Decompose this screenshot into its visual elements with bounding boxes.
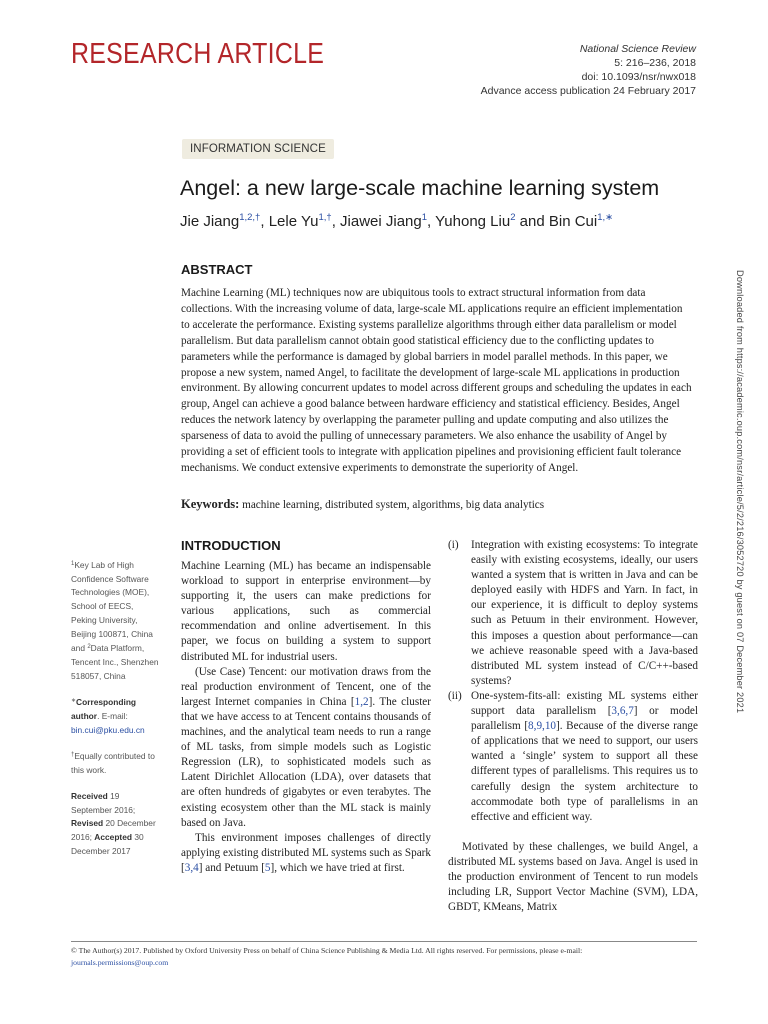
- equal-contribution-note: [71, 749, 161, 777]
- affiliation-1: Key Lab of High Confidence Software Technologies (MOE), School of EECS, Peking University, Beijing 100871, China and: [71, 560, 153, 654]
- text-run: (Use Case) Tencent: our motivation draws from the real production environment of Tencent, one of the largest Internet companies in China: [181, 665, 431, 708]
- footer-divider: [71, 941, 697, 942]
- article-title: Angel: a new large-scale machine learning system: [180, 176, 660, 200]
- text-run: or model parallelism: [471, 705, 698, 733]
- challenge-text: [471, 538, 698, 689]
- article-type-label: RESEARCH ARTICLE: [71, 38, 325, 70]
- text-run: and Petuum: [202, 861, 262, 874]
- text-run: This environment imposes challenges of directly applying existing distributed ML systems such as Spark: [181, 831, 431, 859]
- citation-link[interactable]: 1,2: [354, 695, 369, 708]
- citation-link[interactable]: 3,4: [184, 861, 199, 874]
- permissions-email-link[interactable]: journals.permissions@oup.com: [71, 957, 169, 967]
- author-affiliation-marker[interactable]: 1: [421, 212, 428, 223]
- author-separator: ,: [427, 213, 436, 230]
- copyright-text: © The Author(s) 2017. Published by Oxford University Press on behalf of China Science Publishing & Media Ltd. All rights reserved. For permissions, please e-mail:: [71, 946, 583, 955]
- text-run: . Because of the diverse range of applications that we need to support, our users wanted a ‘single’ system to support all these different types of parallelisms. This requires us to carefully design the system architecture to accommodate both type of parallelisms in an effective and efficient way.: [471, 720, 698, 823]
- text-run: , which we have tried at first.: [274, 861, 405, 874]
- author-name: Jie Jiang: [180, 213, 240, 230]
- challenge-list: [448, 538, 698, 825]
- copyright-footer: [71, 945, 697, 968]
- author-name: Bin Cui: [548, 213, 598, 230]
- journal-info: [481, 42, 696, 98]
- affiliation-marker: 2: [87, 644, 91, 651]
- accepted-date: 30 December 2017: [71, 831, 144, 856]
- email-label: . E-mail:: [97, 711, 128, 722]
- author-affiliation-marker[interactable]: 1,†: [318, 212, 332, 223]
- affiliation-sidebar: [71, 558, 161, 870]
- body-paragraph: Motivated by these challenges, we build Angel, a distributed ML systems based on Java. Angel is used in the production environment of Tencent to run models including LR, Support Vector Machine (SVM), LDA, GBDT, KMeans, Matrix: [448, 840, 698, 914]
- body-paragraph: (Use Case) Tencent: our motivation draws from the real production environment of Tencent, one of the largest Internet companies in China [1,2]. The cluster that we have access to at Tencent contains thousands of machines, and the analytical team needs to run a range of ML tasks, from simple models such as Logistic Regression (LR), to sophisticated models such as Latent Dirichlet Allocation (LDA), over datasets that are often hundreds of gigabytes or even terabytes. The existing ecosystem other than the ML stack is mainly based on Java.: [181, 665, 431, 829]
- revised-date: 20 December 2016;: [71, 818, 156, 842]
- affiliations: [71, 558, 161, 683]
- corresponding-label: Corresponding author: [71, 697, 137, 722]
- author-name: Yuhong Liu: [435, 213, 511, 230]
- author-affiliation-marker[interactable]: 1,∗: [597, 212, 614, 223]
- subject-tag: INFORMATION SCIENCE: [182, 139, 334, 159]
- keywords-text: machine learning, distributed system, algorithms, big data analytics: [242, 499, 545, 511]
- corresponding-email-link[interactable]: bin.cui@pku.edu.cn: [71, 724, 145, 735]
- doi-link[interactable]: doi: 10.1093/nsr/nwx018: [581, 71, 696, 83]
- author-name: Lele Yu: [268, 213, 319, 230]
- citation-link[interactable]: 8,9,10: [528, 720, 557, 733]
- corresponding-author: [71, 695, 161, 737]
- equal-contribution-text: Equally contributed to this work.: [71, 751, 155, 776]
- challenge-item: [448, 538, 698, 689]
- journal-name: National Science Review: [579, 43, 696, 55]
- dagger-marker: †: [71, 752, 75, 759]
- journal-volume: 5: 216–236, 2018: [614, 57, 696, 69]
- enum-marker: (ii): [448, 689, 462, 702]
- author-name: Jiawei Jiang: [340, 213, 422, 230]
- body-paragraph: This environment imposes challenges of directly applying existing distributed ML systems such as Spark [3,4] and Petuum [5], which we have tried at first.: [181, 831, 431, 874]
- accepted-label: Accepted: [94, 831, 132, 842]
- text-run: . The cluster that we have access to at Tencent contains thousands of machines, and the analytical team needs to run a range of ML tasks, from simple models such as Logistic Regression (LR), to sophisticated models such as Latent Dirichlet Allocation (LDA), over datasets that are often hundreds of gigabytes or even terabytes. The existing ecosystem other than the ML stack is mainly based on Java.: [181, 695, 431, 829]
- keywords-label: Keywords:: [181, 497, 240, 511]
- author-separator: ,: [331, 213, 341, 230]
- abstract-heading: ABSTRACT: [181, 262, 253, 277]
- author-separator: ,: [260, 213, 269, 230]
- enum-marker: (i): [448, 539, 459, 551]
- introduction-heading: INTRODUCTION: [181, 538, 281, 553]
- citation-link[interactable]: 5: [264, 861, 271, 874]
- received-date: 19 September 2016;: [71, 790, 136, 815]
- affiliation-marker: 1: [71, 561, 75, 567]
- download-watermark: Downloaded from https://academic.oup.com/nsr/article/5/2/216/3052720 by guest on 07 December 2021: [735, 270, 745, 714]
- received-label: Received: [71, 790, 108, 801]
- author-affiliation-marker[interactable]: 2: [510, 212, 516, 223]
- text-run: Machine Learning (ML) has became an indispensable workload to support in enterprise environment—by supporting it, the users can make predictions for various applications, such as commercial recommendation and online advertisement. In this paper, we focus on building a system to support distributed ML for industrial users.: [181, 560, 431, 663]
- author-list: [180, 212, 613, 230]
- author-separator: and: [515, 213, 549, 230]
- text-run: Integration with existing ecosystems: To integrate easily with existing ecosystems, ideally, our users wanted a system that is written in Java and can be deployed easily with HDFS and Yarn. In fact, in our experience, it is difficult to deploy systems such as Petuum in their environment. However, this imposes a question about performance—can we achieve reasonable speed with a Java-based distributed ML system instead of C/C++-based systems?: [471, 539, 698, 687]
- revised-label: Revised: [71, 818, 104, 829]
- text-run: One-system-fits-all: existing ML systems either support data parallelism: [471, 689, 698, 718]
- affiliation-2: Data Platform, Tencent Inc., Shenzhen 518057, China: [71, 643, 159, 681]
- citation-link[interactable]: 3,6,7: [611, 705, 634, 718]
- intro-right-column: [448, 538, 698, 915]
- advance-access-date: Advance access publication 24 February 2017: [480, 85, 696, 97]
- challenge-item: [448, 689, 698, 825]
- history-dates: [71, 790, 161, 859]
- abstract-body: Machine Learning (ML) techniques now are ubiquitous tools to extract structural information from data collections. With the increasing volume of data, large-scale ML applications require an efficient implementation to accelerate the performance. Existing systems parallelize algorithms through either data parallelism or model parallelism. But data parallelism cannot obtain good statistical efficiency due to the conflicting updates to parameters while the performance is damaged by global barriers in model parallel methods. In this paper, we propose a new system, named Angel, to facilitate the development of large-scale ML applications in production environment. By allowing concurrent updates to model across different groups and scheduling the updates in each group, Angel can achieve a good balance between hardware efficiency and statistical efficiency. Besides, Angel reduces the network latency by overlapping the parameter pulling and update computing and also utilizes the sparseness of data to avoid the pulling of unnecessary parameters. We also enhance the usability of Angel by providing a set of efficient tools to integrate with application pipelines and provisioning efficient fault tolerance mechanisms. We conduct extensive experiments to demonstrate the superiority of Angel.: [181, 287, 692, 474]
- keywords: [181, 497, 701, 512]
- intro-left-column: [181, 559, 431, 876]
- author-affiliation-marker[interactable]: 1,2,†: [239, 212, 261, 223]
- corresponding-marker: ∗: [71, 698, 77, 705]
- body-paragraph: [181, 559, 431, 665]
- challenge-text: One-system-fits-all: existing ML systems either support data parallelism [3,6,7] or model parallelism [8,9,10]. Because of the diverse range of applications that we need to support, our users wanted a ‘single’ system to support all these different types of parallelisms. This requires us to carefully design the system architecture to accommodate both type of parallelisms in an effective and efficient way.: [471, 689, 698, 823]
